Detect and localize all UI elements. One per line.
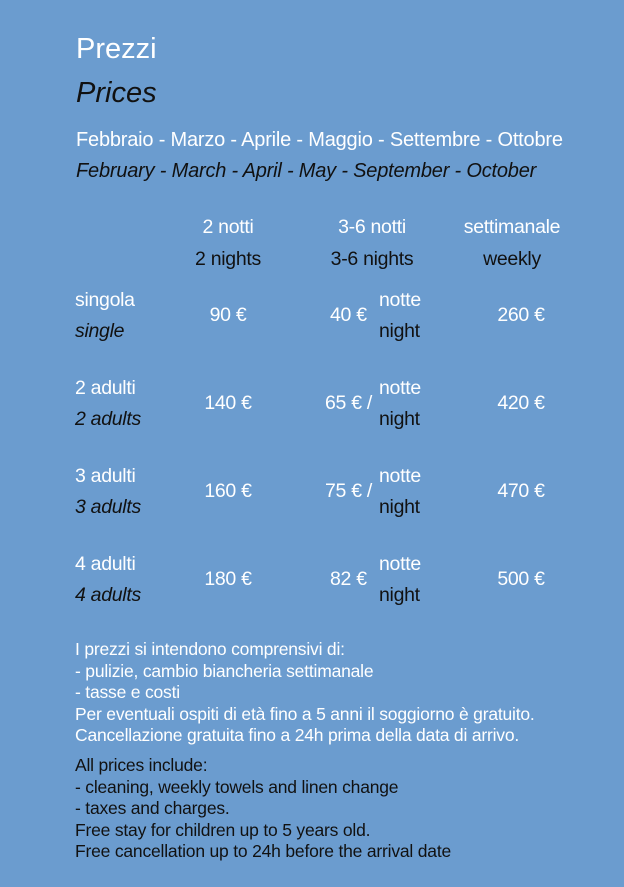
per-night-label-english: night xyxy=(379,408,420,430)
note-line: Cancellazione gratuita fino a 24h prima della data di arrivo. xyxy=(75,725,520,745)
note-line: - cleaning, weekly towels and linen change xyxy=(75,776,399,797)
per-night-label-italian: notte xyxy=(379,289,421,311)
room-type-italian: singola xyxy=(75,289,135,311)
price-per-night: 82 € xyxy=(330,568,367,590)
note-line: Per eventuali ospiti di età fino a 5 anni il soggiorno è gratuito. xyxy=(75,703,535,724)
price-2-nights: 140 € xyxy=(204,392,252,414)
column-header-2-nights-english: 2 nights xyxy=(195,248,261,270)
season-months-italian: Febbraio - Marzo - Aprile - Maggio - Settembre - Ottobre xyxy=(76,129,563,151)
season-months-english: February - March - April - May - September - October xyxy=(76,160,537,182)
price-2-nights: 180 € xyxy=(204,568,252,590)
room-type-italian: 4 adulti xyxy=(75,553,136,575)
column-header-2-nights-italian: 2 notti xyxy=(202,216,254,238)
room-type-english: 3 adults xyxy=(75,496,141,518)
room-type-english: 4 adults xyxy=(75,584,141,606)
room-type-english: single xyxy=(75,320,125,342)
price-weekly: 420 € xyxy=(497,392,545,414)
page-title-italian: Prezzi xyxy=(76,33,157,65)
page-title-english: Prices xyxy=(76,77,157,109)
per-night-label-italian: notte xyxy=(379,465,421,487)
notes-italian xyxy=(75,639,535,747)
note-line: - pulizie, cambio biancheria settimanale xyxy=(75,660,374,681)
per-night-label-english: night xyxy=(379,320,420,342)
note-line: Free cancellation up to 24h before the arrival date xyxy=(75,841,452,861)
room-type-english: 2 adults xyxy=(75,408,141,430)
per-night-label-italian: notte xyxy=(379,553,421,575)
price-2-nights: 160 € xyxy=(204,480,252,502)
notes-english xyxy=(75,755,451,863)
per-night-label-italian: notte xyxy=(379,377,421,399)
price-weekly: 260 € xyxy=(497,304,545,326)
price-weekly: 470 € xyxy=(497,480,545,502)
price-weekly: 500 € xyxy=(497,568,545,590)
price-2-nights: 90 € xyxy=(209,304,247,326)
per-night-label-english: night xyxy=(379,496,420,518)
room-type-italian: 3 adulti xyxy=(75,465,136,487)
price-per-night: 65 € / xyxy=(325,392,372,414)
room-type-italian: 2 adulti xyxy=(75,377,136,399)
price-per-night: 75 € / xyxy=(325,480,372,502)
column-header-3-6-nights-english: 3-6 nights xyxy=(330,248,414,270)
column-header-weekly-italian: settimanale xyxy=(463,216,561,238)
note-line: Free stay for children up to 5 years old. xyxy=(75,819,371,840)
column-header-3-6-nights-italian: 3-6 notti xyxy=(338,216,406,238)
note-line: I prezzi si intendono comprensivi di: xyxy=(75,639,345,659)
per-night-label-english: night xyxy=(379,584,420,606)
price-per-night: 40 € xyxy=(330,304,367,326)
note-line: - taxes and charges. xyxy=(75,798,230,818)
note-line: All prices include: xyxy=(75,755,208,775)
column-header-weekly-english: weekly xyxy=(483,248,541,270)
note-line: - tasse e costi xyxy=(75,682,180,702)
